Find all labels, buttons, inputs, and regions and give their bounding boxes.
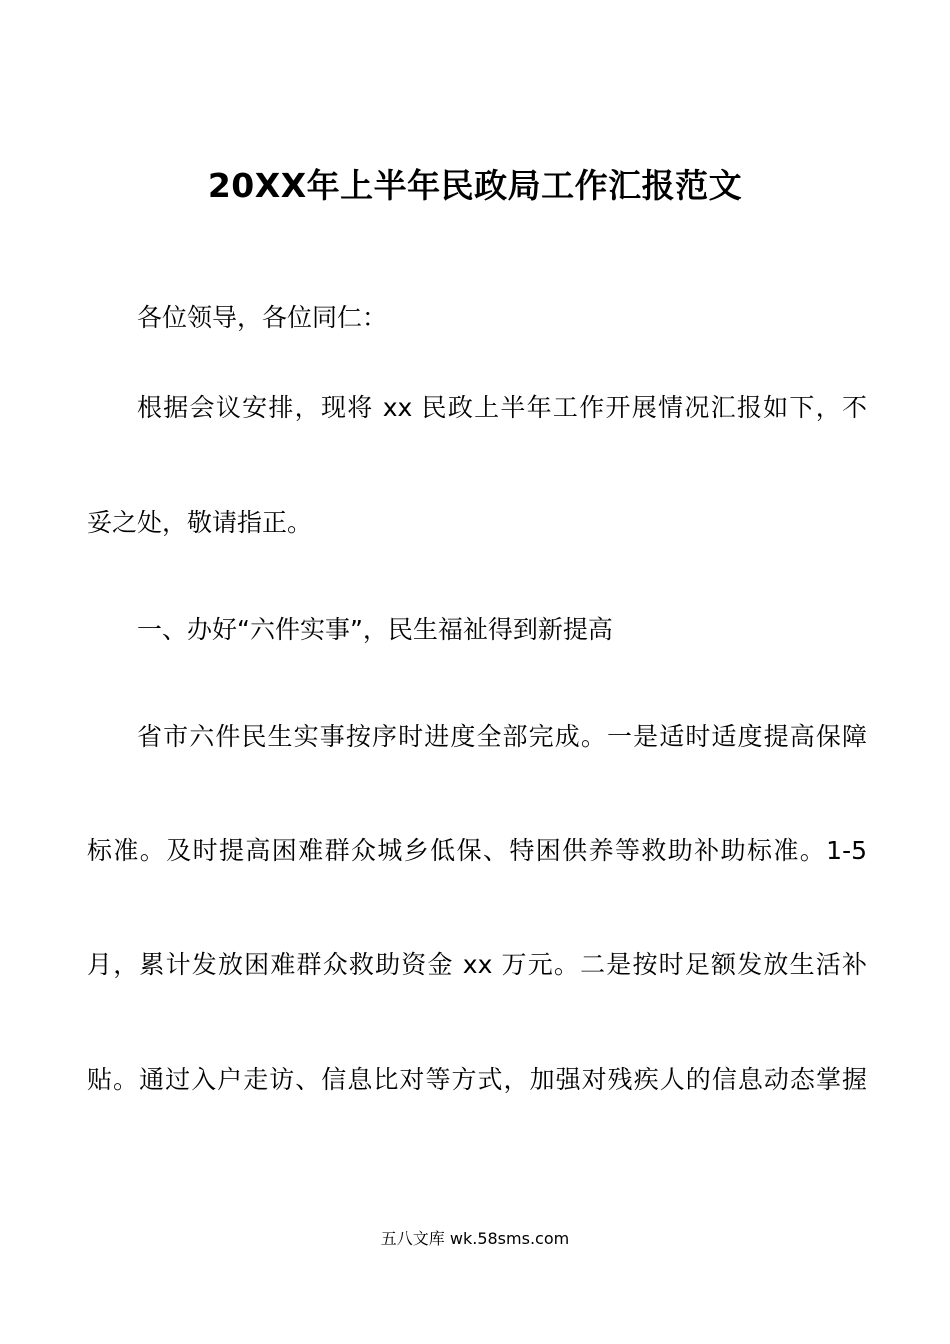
paragraph-line: 贴。通过入户走访、信息比对等方式，加强对残疾人的信息动态掌握 <box>87 1065 867 1094</box>
paragraph-line: 月，累计发放困难群众救助资金 xx 万元。二是按时足额发放生活补 <box>87 950 867 979</box>
paragraph-line: 妥之处，敬请指正。 <box>87 508 313 537</box>
paragraph-line: 根据会议安排，现将 xx 民政上半年工作开展情况汇报如下，不 <box>137 393 867 422</box>
salutation-line: 各位领导，各位同仁： <box>137 303 388 332</box>
paragraph-line: 省市六件民生实事按序时进度全部完成。一是适时适度提高保障 <box>137 722 867 751</box>
section-heading: 一、办好“六件实事”，民生福祉得到新提高 <box>137 615 613 644</box>
document-title: 20XX年上半年民政局工作汇报范文 <box>207 166 743 205</box>
page-footer: 五八文库 wk.58sms.com <box>380 1229 570 1248</box>
paragraph-line: 标准。及时提高困难群众城乡低保、特困供养等救助补助标准。1-5 <box>87 836 867 865</box>
